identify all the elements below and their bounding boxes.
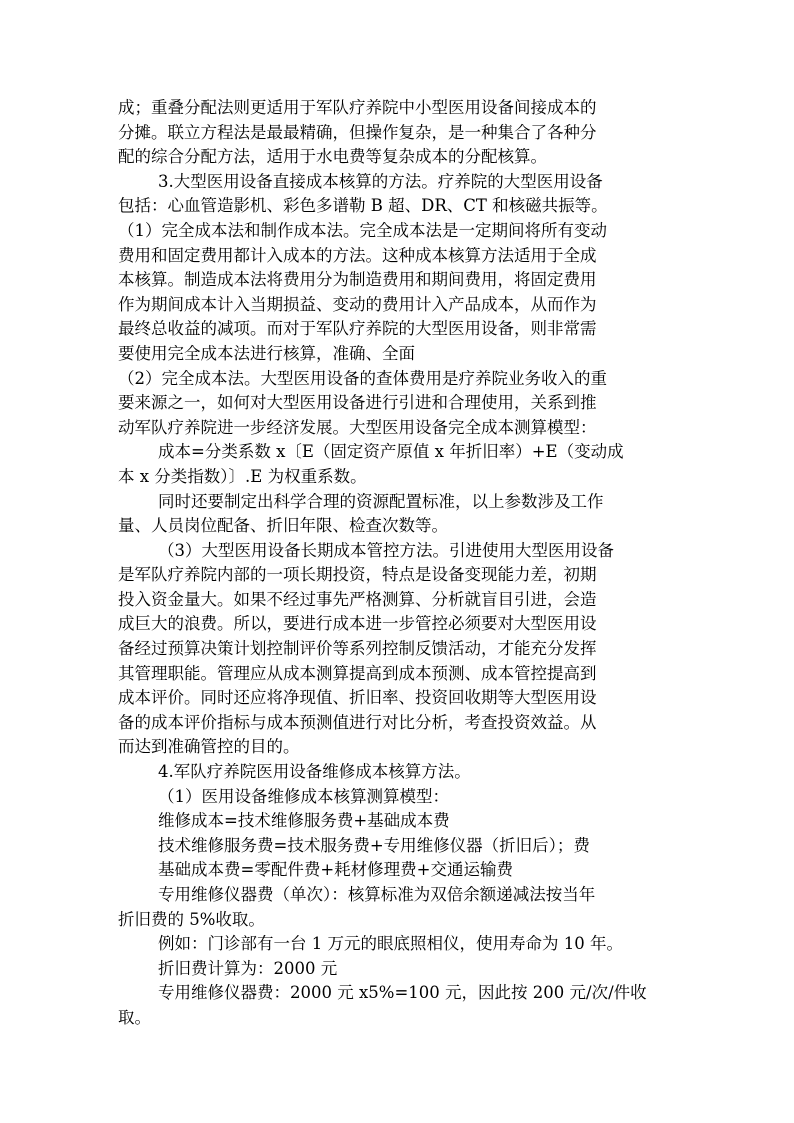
text-line: 成巨大的浪费。所以，要进行成本进一步管控必须要对大型医用设 [118, 614, 597, 634]
text-line: 例如：门诊部有一台 1 万元的眼底照相仪，使用寿命为 10 年。 [158, 934, 623, 954]
text-line: 本核算。制造成本法将费用分为制造费用和期间费用，将固定费用 [118, 270, 597, 290]
section-heading-4: 4.军队疗养院医用设备维修成本核算方法。 [158, 762, 471, 782]
paragraph-base-cost-formula [118, 858, 678, 883]
text-line: 投入资金量大。如果不经过事先严格测算、分析就盲目引进，会造 [118, 589, 597, 609]
paragraph-maintenance-model-title [118, 785, 678, 810]
text-line: 分摊。联立方程法是最最精确，但操作复杂，是一种集合了各种分 [118, 122, 597, 142]
formula-line: 维修成本=技术维修服务费+基础成本费 [158, 811, 450, 831]
text-line: 专用维修仪器费：2000 元 x5%=100 元，因此按 200 元/次/件收 [158, 983, 647, 1003]
paragraph-resource-standard [118, 490, 678, 539]
text-line: 折旧费的 5%收取。 [118, 909, 265, 929]
formula-line: 成本=分类系数 x〔E（固定资产原值 x 年折旧率）+E（变动成 [158, 442, 624, 462]
paragraph-full-cost-model [118, 367, 678, 441]
paragraph-cost-formula [118, 440, 678, 489]
text-line: 成；重叠分配法则更适用于军队疗养院中小型医用设备间接成本的 [118, 98, 597, 117]
formula-line: 基础成本费=零配件费+耗材修理费+交通运输费 [158, 860, 513, 880]
text-line: （1）完全成本法和制作成本法。完全成本法是一定期间将所有变动 [118, 220, 607, 240]
text-line: 配的综合分配方法，适用于水电费等复杂成本的分配核算。 [118, 147, 547, 167]
text-line: 量、人员岗位配备、折旧年限、检查次数等。 [118, 516, 448, 536]
text-line: 备的成本评价指标与成本预测值进行对比分析，考查投资效益。从 [118, 712, 597, 732]
formula-line: 本 x 分类指数）〕.E 为权重系数。 [118, 466, 367, 486]
text-line: 要使用完全成本法进行核算，准确、全面 [118, 343, 415, 363]
section-heading-3: 3.大型医用设备直接成本核算的方法。疗养院的大型医用设备 [158, 171, 603, 191]
paragraph-overlap-allocation [118, 96, 678, 170]
text-line: （3）大型医用设备长期成本管控方法。引进使用大型医用设备 [158, 540, 614, 560]
text-line: 取。 [118, 1007, 151, 1027]
text-line: 同时还要制定出科学合理的资源配置标准，以上参数涉及工作 [158, 491, 604, 511]
paragraph-depreciation-calc [118, 957, 678, 982]
text-line: 而达到准确管控的目的。 [118, 737, 300, 757]
paragraph-full-cost-method [118, 219, 678, 367]
paragraph-example [118, 932, 678, 957]
paragraph-special-instrument-fee [118, 883, 678, 932]
text-line: 成本评价。同时还应将净现值、折旧率、投资回收期等大型医用设 [118, 688, 597, 708]
paragraph-technical-service-formula [118, 834, 678, 859]
paragraph-large-equipment-direct-cost [118, 170, 678, 219]
formula-line: 技术维修服务费=技术服务费+专用维修仪器（折旧后）；费 [158, 835, 590, 855]
text-line: 是军队疗养院内部的一项长期投资，特点是设备变现能力差，初期 [118, 565, 597, 585]
text-line: 专用维修仪器费（单次）：核算标准为双倍余额递减法按当年 [158, 885, 596, 904]
document-page [118, 96, 678, 1031]
text-line: 作为期间成本计入当期损益、变动的费用计入产品成本，从而作为 [118, 294, 597, 314]
paragraph-instrument-fee-calc [118, 981, 678, 1030]
text-line: 包括：心血管造影机、彩色多谱勒 B 超、DR、CT 和核磁共振等。 [118, 196, 608, 216]
text-line: 费用和固定费用都计入成本的方法。这种成本核算方法适用于全成 [118, 245, 597, 265]
paragraph-maintenance-cost-formula [118, 809, 678, 834]
text-line: （1）医用设备维修成本核算测算模型： [158, 786, 449, 806]
text-line: 备经过预算决策计划控制评价等系列控制反馈活动，才能充分发挥 [118, 639, 597, 659]
text-line: 动军队疗养院进一步经济发展。大型医用设备完全成本测算模型： [118, 417, 597, 437]
paragraph-long-term-cost-control [118, 539, 678, 760]
text-line: 折旧费计算为：2000 元 [158, 958, 338, 978]
text-line: 要来源之一，如何对大型医用设备进行引进和合理使用，关系到推 [118, 393, 597, 413]
text-line: 最终总收益的减项。而对于军队疗养院的大型医用设备，则非常需 [118, 319, 597, 339]
text-line: 其管理职能。管理应从成本测算提高到成本预测、成本管控提高到 [118, 663, 597, 683]
paragraph-maintenance-heading [118, 760, 678, 785]
text-line: （2）完全成本法。大型医用设备的查体费用是疗养院业务收入的重 [118, 368, 607, 388]
